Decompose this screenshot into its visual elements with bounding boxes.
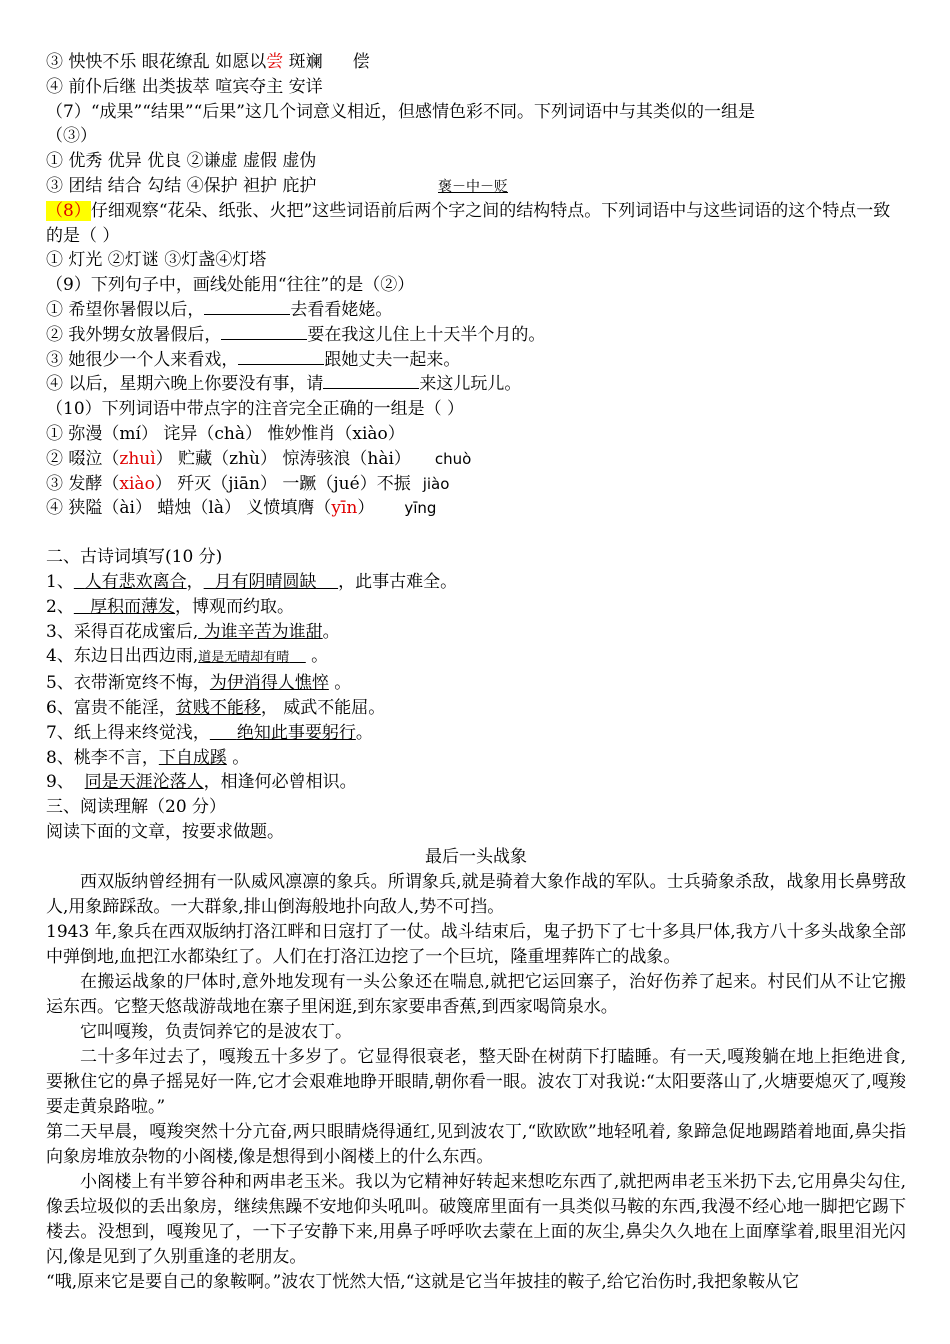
answer-text: 绝知此事要躬行 [236, 722, 356, 743]
answer-text: 为谁辛苦为谁甜 [198, 621, 323, 642]
fill-blank [221, 324, 307, 340]
answer-text: 为伊消得人憔悴 [209, 673, 329, 694]
q10-option-2: ② 啜泣（zhuì） 贮藏（zhù） 惊涛骇浪（hài） chuò [46, 448, 472, 469]
q9-sentence-1: ① 希望你暑假以后， 去看看姥姥。 [46, 299, 393, 320]
q8-stem: （8）仔细观察“花朵、纸张、火把”这些词语前后两个字之间的结构特点。下列词语中与这些词语的这个特点一致的是（ ） [46, 200, 891, 246]
pinyin-correction: jiào [422, 474, 450, 493]
answer-text: 下自成蹊 [158, 747, 227, 768]
pinyin-correction: yīng [404, 499, 437, 518]
section-2-title: 二、古诗词填写(10 分) [46, 547, 223, 568]
answer-text: 同是天涯沦落人 [84, 772, 204, 793]
q9-sentence-4: ④ 以后，星期六晚上你要没有事，请 来这儿玩儿。 [46, 374, 522, 395]
article-paragraph-5: 二十多年过去了，嘎羧五十多岁了。它显得很衰老，整天卧在树荫下打瞌睡。有一天,嘎羧躺在地上拒绝进食,要揪住它的鼻子摇晃好一阵,它才会艰难地睁开眼睛,朝你看一眼。波农丁对我说:“太阳要落山了,火塘要熄灭了,嘎羧要走黄泉路啦。” [46, 1046, 906, 1117]
article-paragraph-4: 它叫嘎羧，负责饲养它的是波农丁。 [80, 1021, 352, 1042]
poem-line-8: 8、桃李不言，下自成蹊 。 [46, 747, 250, 768]
article-paragraph-8: “哦,原来它是要自己的象鞍啊。”波农丁恍然大悟,“这就是它当年披挂的鞍子,给它治伤时,我把象鞍从它 [46, 1271, 800, 1292]
article-paragraph-7: 小阁楼上有半箩谷种和两串老玉米。我以为它精神好转起来想吃东西了,就把两串老玉米扔下去,它用鼻尖勾住,像丢垃圾似的丢出象房，继续焦躁不安地仰头吼叫。破篾席里面有一具类似马鞍的东西,我漫不经心地一脚把它踢下楼去。没想到，嘎羧见了，一下子安静下来,用鼻子呼呼吹去蒙在上面的灰尘,鼻尖久久地在上面摩挲着,眼里泪光闪闪,像是见到了久别重逢的老朋友。 [46, 1171, 906, 1267]
q10-option-1: ① 弥漫（mí） 诧异（chà） 惟妙惟肖（xiào） [46, 423, 405, 444]
q8-options: ① 灯光 ②灯谜 ③灯盏④灯塔 [46, 250, 267, 271]
q7-answer: （③） [46, 126, 97, 147]
poem-line-6: 6、富贵不能淫，贫贱不能移， 威武不能屈。 [46, 697, 386, 718]
reading-instructions: 阅读下面的文章，按要求做题。 [46, 821, 284, 842]
correction-note: 偿 [352, 52, 370, 72]
q7-note: 褒－中－贬 [438, 179, 508, 195]
wrong-character: 尝 [266, 52, 284, 72]
article-paragraph-6: 第二天早晨，嘎羧突然十分亢奋,两只眼睛烧得通红,见到波农丁,“欧欧欧”地轻吼着, 象蹄急促地踢踏着地面,鼻尖指向象房堆放杂物的小阁楼,像是想得到小阁楼上的什么东西。 [46, 1121, 906, 1167]
q7-stem: （7）“成果”“结果”“后果”这几个词意义相近，但感情色彩不同。下列词语中与其类似的一组是 [46, 101, 755, 122]
poem-line-1: 1、 人有悲欢离合， 月有阴晴圆缺 ，此事古难全。 [46, 571, 458, 592]
section-3-title: 三、阅读理解（20 分） [46, 797, 227, 818]
answer-text: 厚积而薄发 [90, 596, 176, 617]
answer-text: 人有悲欢离合 [84, 571, 187, 592]
answer-text: 道是无晴却有晴 [198, 650, 290, 666]
article-paragraph-2: 1943 年,象兵在西双版纳打洛江畔和日寇打了一仗。战斗结束后，鬼子扔下了七十多具尸体,我方八十多头战象全部中弹倒地,血把江水都染红了。人们在打洛江边挖了一个巨坑，隆重埋葬阵亡的战象。 [46, 921, 906, 967]
poem-line-7: 7、纸上得来终觉浅， 绝知此事要躬行。 [46, 722, 373, 743]
q10-stem: （10）下列词语中带点字的注音完全正确的一组是（ ） [46, 399, 465, 420]
fill-blank [238, 349, 324, 365]
q7-options-1-2: ① 优秀 优异 优良 ②谦虚 虚假 虚伪 [46, 151, 317, 172]
answer-text: 贫贱不能移 [175, 697, 261, 718]
article-paragraph-1: 西双版纳曾经拥有一队威风凛凛的象兵。所谓象兵,就是骑着大象作战的军队。士兵骑象杀敌，战象用长鼻劈敌人,用象蹄踩敌。一大群象,排山倒海般地扑向敌人,势不可挡。 [46, 871, 906, 917]
article-title: 最后一头战象 [425, 846, 527, 867]
q10-option-4: ④ 狭隘（ài） 蜡烛（là） 义愤填膺（yīn） yīng [46, 498, 437, 519]
q9-stem: （9）下列句子中，画线处能用“往往”的是（②） [46, 275, 415, 296]
q7-options-3-4: ③ 团结 结合 勾结 ④保护 袒护 庇护 [46, 175, 317, 196]
q9-sentence-2: ② 我外甥女放暑假后， 要在我这儿住上十天半个月的。 [46, 324, 546, 345]
fill-blank [323, 373, 419, 389]
fill-blank [204, 299, 290, 315]
poem-line-9: 9、 同是天涯沦落人，相逢何必曾相识。 [46, 772, 357, 793]
q6-option-3: ③ 怏怏不乐 眼花缭乱 如愿以尝 斑斓 偿 [46, 52, 370, 72]
poem-line-2: 2、 厚积而薄发，博观而约取。 [46, 596, 295, 617]
pinyin-correction: chuò [434, 449, 472, 468]
poem-line-3: 3、采得百花成蜜后, 为谁辛苦为谁甜。 [46, 621, 340, 642]
poem-line-4: 4、东边日出西边雨,道是无晴却有晴 。 [46, 646, 329, 667]
q6-option-4: ④ 前仆后继 出类拔萃 喧宾夺主 安详 [46, 76, 323, 97]
article-paragraph-3: 在搬运战象的尸体时,意外地发现有一头公象还在喘息,就把它运回寨子，治好伤养了起来。村民们从不让它搬运东西。它整天悠哉游哉地在寨子里闲逛,到东家要串香蕉,到西家喝筒泉水。 [46, 971, 906, 1017]
poem-line-5: 5、衣带渐宽终不悔，为伊消得人憔悴 。 [46, 673, 352, 694]
q9-sentence-3: ③ 她很少一个人来看戏， 跟她丈夫一起来。 [46, 349, 461, 370]
answer-text: 月有阴晴圆缺 [214, 571, 317, 592]
q10-option-3: ③ 发酵（xiào） 歼灭（jiān） 一蹶（jué）不振 jiào [46, 473, 450, 494]
q8-number: （8） [46, 200, 91, 221]
